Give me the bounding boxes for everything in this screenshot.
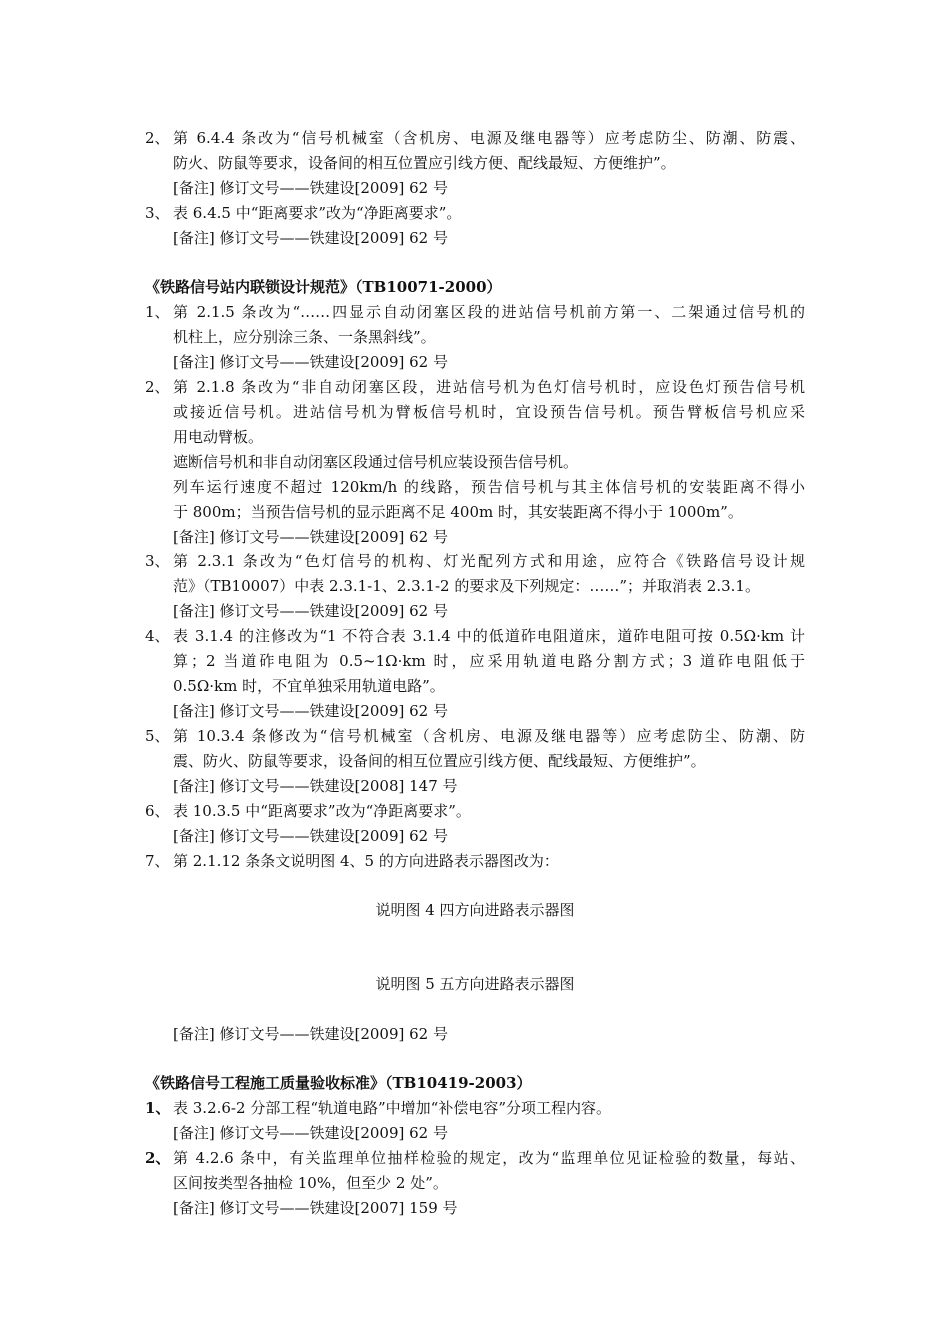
item-number: 2、 [145, 378, 170, 396]
item-text: 列车运行速度不超过 120km/h 的线路，预告信号机与其主体信号机的安装距离不得小 [173, 478, 805, 496]
revision-note: [备注] 修订文号——铁建设[2009] 62 号 [173, 1124, 448, 1142]
revision-note: [备注] 修订文号——铁建设[2009] 62 号 [173, 229, 448, 247]
item-text: 0.5Ω·km 时，不宜单独采用轨道电路”。 [173, 677, 445, 695]
item-number: 5、 [145, 727, 170, 745]
item-number: 4、 [145, 627, 170, 645]
item-text: 表 3.1.4 的注修改为“1 不符合表 3.1.4 中的低道砟电阻道床，道砟电阻可按 0.5Ω·km 计 [173, 627, 805, 645]
revision-note: [备注] 修订文号——铁建设[2009] 62 号 [173, 528, 448, 546]
item-text: 表 10.3.5 中“距离要求”改为“净距离要求”。 [173, 802, 471, 820]
revision-note: [备注] 修订文号——铁建设[2009] 62 号 [173, 1025, 448, 1043]
item-text: 区间按类型各抽检 10%，但至少 2 处”。 [173, 1174, 448, 1192]
item-text: 第 2.1.12 条条文说明图 4、5 的方向进路表示器图改为： [173, 852, 559, 870]
item-text: 于 800m；当预告信号机的显示距离不足 400m 时，其安装距离不得小于 1000m”。 [173, 503, 743, 521]
item-text: 遮断信号机和非自动闭塞区段通过信号机应装设预告信号机。 [173, 453, 579, 471]
item-number: 6、 [145, 802, 170, 820]
section-heading: 《铁路信号工程施工质量验收标准》（TB10419-2003） [145, 1074, 532, 1092]
item-text: 机柱上，应分别涂三条、一条黑斜线”。 [173, 328, 436, 346]
item-text: 表 3.2.6-2 分部工程“轨道电路”中增加“补偿电容”分项工程内容。 [173, 1099, 611, 1117]
revision-note: [备注] 修订文号——铁建设[2009] 62 号 [173, 827, 448, 845]
revision-note: [备注] 修订文号——铁建设[2009] 62 号 [173, 602, 448, 620]
item-text: 第 6.4.4 条改为“信号机械室（含机房、电源及继电器等）应考虑防尘、防潮、防震、 [173, 129, 805, 147]
revision-note: [备注] 修订文号——铁建设[2007] 159 号 [173, 1199, 458, 1217]
item-number: 1、 [145, 303, 170, 321]
item-text: 震、防火、防鼠等要求，设备间的相互位置应引线方便、配线最短、方便维护”。 [173, 752, 706, 770]
item-text: 第 2.1.5 条改为“……四显示自动闭塞区段的进站信号机前方第一、二架通过信号机的 [173, 303, 805, 321]
item-text: 第 2.3.1 条改为“色灯信号的机构、灯光配列方式和用途，应符合《铁路信号设计规 [173, 552, 805, 570]
item-text: 表 6.4.5 中“距离要求”改为“净距离要求”。 [173, 204, 462, 222]
item-text: 第 2.1.8 条改为“非自动闭塞区段，进站信号机为色灯信号机时，应设色灯预告信号机 [173, 378, 805, 396]
revision-note: [备注] 修订文号——铁建设[2009] 62 号 [173, 702, 448, 720]
revision-note: [备注] 修订文号——铁建设[2009] 62 号 [173, 179, 448, 197]
item-number: 1、 [145, 1099, 171, 1117]
item-text: 用电动臂板。 [173, 428, 264, 446]
item-text: 范》（TB10007）中表 2.3.1-1、2.3.1-2 的要求及下列规定：……”；并取消表 2.3.1。 [173, 577, 760, 595]
revision-note: [备注] 修订文号——铁建设[2009] 62 号 [173, 353, 448, 371]
item-text: 第 10.3.4 条修改为“信号机械室（含机房、电源及继电器等）应考虑防尘、防潮、防 [173, 727, 805, 745]
item-number: 3、 [145, 552, 170, 570]
item-text: 或接近信号机。进站信号机为臂板信号机时，宜设预告信号机。预告臂板信号机应采 [173, 403, 805, 421]
figure-caption: 说明图 4 四方向进路表示器图 [375, 901, 575, 919]
item-text: 防火、防鼠等要求，设备间的相互位置应引线方便、配线最短、方便维护”。 [173, 154, 676, 172]
item-text: 第 4.2.6 条中，有关监理单位抽样检验的规定，改为“监理单位见证检验的数量，每站、 [173, 1149, 805, 1167]
figure-caption: 说明图 5 五方向进路表示器图 [375, 975, 575, 993]
item-number: 2、 [145, 129, 170, 147]
item-number: 2、 [145, 1149, 171, 1167]
revision-note: [备注] 修订文号——铁建设[2008] 147 号 [173, 777, 458, 795]
section-heading: 《铁路信号站内联锁设计规范》（TB10071-2000） [145, 278, 502, 296]
item-number: 3、 [145, 204, 170, 222]
item-text: 算；2 当道砟电阻为 0.5~1Ω·km 时，应采用轨道电路分割方式；3 道砟电阻低于 [173, 652, 805, 670]
item-number: 7、 [145, 852, 170, 870]
